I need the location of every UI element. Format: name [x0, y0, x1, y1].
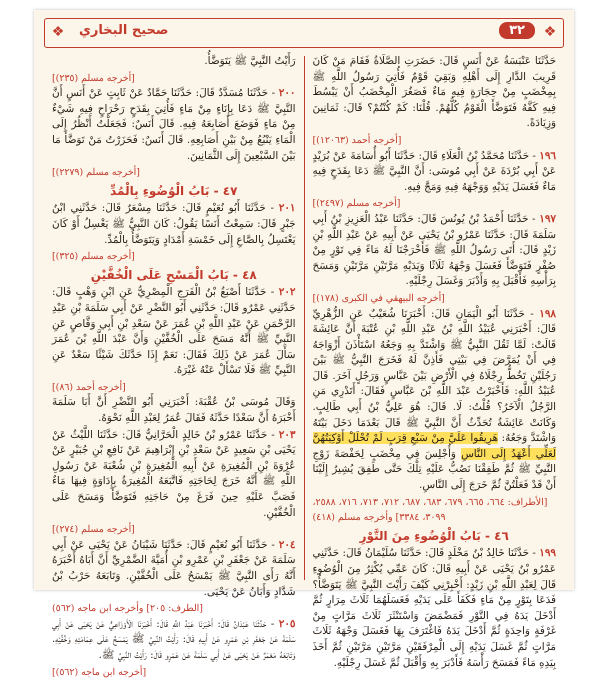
hadith-number: ١٩٨: [539, 307, 556, 320]
ornament-icon: ❖: [51, 24, 65, 40]
hadith-paragraph: [52, 395, 296, 426]
hadith-reference: [أخرجه مسلم (٢٧٤)]: [52, 524, 135, 536]
hadith-number: ٢٠٢: [278, 286, 296, 299]
chapter-heading: ٤٦ - بَابُ الْوُضُوءِ مِنَ التَّوْرِ: [359, 528, 509, 543]
hadith-reference: [أخرجه مسلم (٢٢٧٩)]: [52, 167, 140, 179]
hadith-reference: [أخرجه أحمد (١٢٠٦٣)]: [312, 134, 402, 146]
hadith-number: ٢٠٠: [278, 87, 296, 100]
hadith-paragraph: ٢٠٣ - حَدَّثَنَا عَمْرُو بْنُ خَالِدٍ الْحَرَّانِيُّ قَالَ: حَدَّثَنَا اللَّيْثُ عَنْ يَحْيَى بْنِ سَعِيدٍ عَنْ سَعْدِ بْنِ إِبْرَاهِيمَ عَنْ نَافِعِ بْنِ جُبَيْرٍ عَنْ عُرْوَةَ بْنِ الْمُغِيرَةِ عَنْ أَبِيهِ الْمُغِيرَةِ بْنِ شُعْبَةَ عَنْ رَسُولِ اللَّهِ ﷺ أَنَّهُ خَرَجَ لِحَاجَتِهِ فَاتَّبَعَهُ الْمُغِيرَةُ بِإِدَاوَةٍ فِيهَا مَاءٌ فَصَبَّ عَلَيْهِ حِينَ فَرَغَ مِنْ حَاجَتِهِ فَتَوَضَّأَ وَمَسَحَ عَلَى الْخُفَّيْنِ.: [52, 428, 296, 519]
book-title: صحيح البخاري: [79, 23, 169, 38]
hadith-reference: [أخرجه أحمد (٨٦)]: [52, 381, 126, 393]
hadith-paragraph: [52, 54, 296, 70]
hadith-number: ٢٠٣: [278, 428, 296, 441]
hadith-number: ٢٠٥: [278, 617, 296, 630]
highlighted-text: هَرِيقُوا عَلَيَّ مِنْ سَبْعِ قِرَبٍ لَمْ تُحْلَلْ أَوْكِيَتُهُنَّ لَعَلِّي أَعْهَدُ إِلَى النَّاسِ: [312, 432, 556, 460]
hadith-reference: [أخرجه البيهقي في الكبرى (١٧٨)]: [312, 292, 445, 304]
page-header: [44, 18, 564, 48]
page-number: ٣٢: [499, 22, 535, 39]
hadith-number: ١٩٦: [539, 149, 557, 162]
hadith-text: حَدَّثَنَا مُحَمَّدُ بْنُ الْعَلَاءِ قَالَ: حَدَّثَنَا أَبُو أُسَامَةَ عَنْ بُرَيْدٍ عَنْ أَبِي بُرْدَةَ عَنْ أَبِي مُوسَى: أَنَّ النَّبِيَّ ﷺ دَعَا بِقَدَحٍ فِيهِ مَاءٌ فَغَسَلَ يَدَيْهِ وَوَجْهَهُ فِيهِ وَمَجَّ فِيهِ.: [312, 149, 556, 193]
hadith-paragraph: ٢٠١ - حَدَّثَنَا أَبُو نُعَيْمٍ قَالَ: حَدَّثَنَا مِسْعَرٌ قَالَ: حَدَّثَنِي ابْنُ جَبْرٍ قَالَ: سَمِعْتُ أَنَسًا يَقُولُ: كَانَ النَّبِيُّ ﷺ يَغْسِلُ أَوْ كَانَ يَغْتَسِلُ بِالصَّاعِ إِلَى خَمْسَةِ أَمْدَادٍ وَيَتَوَضَّأُ بِالْمُدِّ.: [52, 202, 296, 246]
hadith-text: حَدَّثَنَا عَمْرُو بْنُ خَالِدٍ الْحَرَّانِيُّ قَالَ: حَدَّثَنَا اللَّيْثُ عَنْ يَحْيَى بْنِ سَعِيدٍ عَنْ سَعْدِ بْنِ إِبْرَاهِيمَ عَنْ نَافِعِ بْنِ جُبَيْرٍ عَنْ عُرْوَةَ بْنِ الْمُغِيرَةِ عَنْ أَبِيهِ الْمُغِيرَةِ بْنِ شُعْبَةَ عَنْ رَسُولِ اللَّهِ ﷺ أَنَّهُ خَرَجَ لِحَاجَتِهِ فَاتَّبَعَهُ الْمُغِيرَةُ بِإِدَاوَةٍ فِيهَا مَاءٌ فَصَبَّ عَلَيْهِ حِينَ فَرَغَ مِنْ حَاجَتِهِ فَتَوَضَّأَ وَمَسَحَ عَلَى الْخُفَّيْنِ.: [52, 428, 296, 519]
hadith-paragraph: ٢٠٤ - حَدَّثَنَا أَبُو نُعَيْمٍ قَالَ: حَدَّثَنَا شَيْبَانُ عَنْ يَحْيَى عَنْ أَبِي سَلَمَةَ عَنْ جَعْفَرِ بْنِ عَمْرِو بْنِ أُمَيَّةَ الضَّمْرِيِّ أَنَّ أَبَاهُ أَخْبَرَهُ أَنَّهُ رَأَى النَّبِيَّ ﷺ يَمْسَحُ عَلَى الْخُفَّيْنِ. وَتَابَعَهُ حَرْبُ بْنُ شَدَّادٍ وَأَبَانُ عَنْ يَحْيَى.: [52, 538, 296, 598]
hadith-number: ١٩٩: [539, 547, 556, 560]
hadith-text: حَدَّثَنَا أَبُو نُعَيْمٍ قَالَ: حَدَّثَنَا شَيْبَانُ عَنْ يَحْيَى عَنْ أَبِي سَلَمَةَ عَنْ جَعْفَرِ بْنِ عَمْرِو بْنِ أُمَيَّةَ الضَّمْرِيِّ أَنَّ أَبَاهُ أَخْبَرَهُ أَنَّهُ رَأَى النَّبِيَّ ﷺ يَمْسَحُ عَلَى الْخُفَّيْنِ. وَتَابَعَهُ حَرْبُ بْنُ شَدَّادٍ وَأَبَانُ عَنْ يَحْيَى.: [52, 538, 296, 598]
hadith-paragraph: ١٩٨ - حَدَّثَنَا أَبُو الْيَمَانِ قَالَ: أَخْبَرَنَا شُعَيْبٌ عَنِ الزُّهْرِيِّ قَالَ: أَخْبَرَنِي عُبَيْدُ اللَّهِ بْنُ عَبْدِ اللَّهِ بْنِ عُتْبَةَ أَنَّ عَائِشَةَ قَالَتْ: لَمَّا ثَقُلَ النَّبِيُّ ﷺ وَاشْتَدَّ بِهِ وَجَعُهُ اسْتَأْذَنَ أَزْوَاجَهُ فِي أَنْ يُمَرَّضَ فِي بَيْتِي فَأَذِنَّ لَهُ فَخَرَجَ النَّبِيُّ ﷺ بَيْنَ رَجُلَيْنِ تَخُطُّ رِجْلَاهُ فِي الْأَرْضِ بَيْنَ عَبَّاسٍ وَرَجُلٍ آخَرَ. قَالَ عُبَيْدُ اللَّهِ: فَأَخْبَرْتُ عَبْدَ اللَّهِ بْنَ عَبَّاسٍ فَقَالَ: أَتَدْرِي مَنِ الرَّجُلُ الْآخَرُ؟ قُلْتُ: لَا. قَالَ: هُوَ عَلِيُّ بْنُ أَبِي طَالِبٍ. وَكَانَتْ عَائِشَةُ تُحَدِّثُ أَنَّ النَّبِيَّ ﷺ قَالَ بَعْدَمَا دَخَلَ بَيْتَهُ وَاشْتَدَّ وَجَعُهُ: هَرِيقُوا عَلَيَّ مِنْ سَبْعِ قِرَبٍ لَمْ تُحْلَلْ أَوْكِيَتُهُنَّ لَعَلِّي أَعْهَدُ إِلَى النَّاسِ وَأُجْلِسَ فِي مِخْضَبٍ لِحَفْصَةَ زَوْجِ النَّبِيِّ ﷺ ثُمَّ طَفِقْنَا نَصُبُّ عَلَيْهِ تِلْكَ حَتَّى طَفِقَ يُشِيرُ إِلَيْنَا أَنْ قَدْ فَعَلْتُنَّ ثُمَّ خَرَجَ إِلَى النَّاسِ.: [312, 307, 556, 492]
hadith-text: رَأَيْتُ النَّبِيَّ ﷺ يَتَوَضَّأُ.: [204, 55, 296, 67]
hadith-number: ١٩٧: [539, 212, 556, 225]
chapter-heading: ٤٨ - بَابُ الْمَسْحِ عَلَى الْخُفَّيْنِ: [90, 267, 257, 282]
hadith-text: وَقَالَ مُوسَى بْنُ عُقْبَةَ: أَخْبَرَنِي أَبُو النَّضْرِ أَنَّ أَبَا سَلَمَةَ أَخْبَرَهُ أَنَّ سَعْدًا حَدَّثَهُ فَقَالَ عُمَرُ لِعَبْدِ اللَّهِ نَحْوَهُ.: [52, 396, 296, 425]
hadith-text: وَأُجْلِسَ فِي مِخْضَبٍ لِحَفْصَةَ زَوْجِ النَّبِيِّ ﷺ ثُمَّ طَفِقْنَا نَصُبُّ عَلَيْهِ تِلْكَ حَتَّى طَفِقَ يُشِيرُ إِلَيْنَا أَنْ قَدْ فَعَلْتُنَّ ثُمَّ خَرَجَ إِلَى النَّاسِ.: [312, 447, 556, 492]
book-page: [34, 10, 574, 678]
hadith-reference: [أخرجه مسلم (٣٢٥)]: [52, 251, 135, 263]
hadith-reference: [الطرف: ٢٠٥] وأخرجه ابن ماجه (٥٦٢): [52, 603, 203, 615]
hadith-paragraph: ٢٠٥ - حَدَّثَنَا عَبْدَانُ قَالَ: أَخْبَرَنَا عَبْدُ اللَّهِ قَالَ: أَخْبَرَنَا الْأَوْزَاعِيُّ عَنْ يَحْيَى عَنْ أَبِي سَلَمَةَ عَنْ جَعْفَرِ بْنِ عَمْرٍو عَنْ أَبِيهِ قَالَ: رَأَيْتُ النَّبِيَّ ﷺ يَمْسَحُ عَلَى عِمَامَتِهِ وَخُفَّيْهِ. وَتَابَعَهُ مَعْمَرٌ عَنْ يَحْيَى عَنْ أَبِي سَلَمَةَ عَنْ عَمْرٍو قَالَ: رَأَيْتُ النَّبِيَّ ﷺ.: [52, 617, 296, 661]
hadith-number: ٢٠١: [278, 202, 296, 215]
hadith-text: حَدَّثَنَا أَحْمَدُ بْنُ يُونُسَ قَالَ: حَدَّثَنَا عَبْدُ الْعَزِيزِ بْنُ أَبِي سَلَمَةَ قَالَ: حَدَّثَنَا عَمْرُو بْنُ يَحْيَى عَنْ أَبِيهِ عَنْ عَبْدِ اللَّهِ بْنِ زَيْدٍ قَالَ: أَتَى رَسُولُ اللَّهِ ﷺ فَأَخْرَجْنَا لَهُ مَاءً فِي تَوْرٍ مِنْ صُفْرٍ فَتَوَضَّأَ فَغَسَلَ وَجْهَهُ ثَلَاثًا وَيَدَيْهِ مَرَّتَيْنِ مَرَّتَيْنِ وَمَسَحَ بِرَأْسِهِ فَأَقْبَلَ بِهِ وَأَدْبَرَ وَغَسَلَ رِجْلَيْهِ.: [312, 212, 556, 288]
hadith-reference: [أخرجه ابن ماجه (٥٦٢)]: [52, 666, 147, 678]
hadith-reference: [الأطراف: ٦٦٤، ٦٦٥، ٦٧٩، ٦٨٣، ٦٨٧، ٧١٢، ٧١٣، ٧١٦، ٢٥٨٨، ٣٠٩٩، ٣٣٨٤] وأخرجه مسلم (٤١٨): [312, 496, 548, 524]
ornament-icon: ❖: [543, 24, 557, 40]
text-columns: [46, 54, 562, 678]
hadith-paragraph: [313, 54, 557, 132]
hadith-paragraph: ٢٠٢ - حَدَّثَنَا أَصْبَغُ بْنُ الْفَرَجِ الْمِصْرِيُّ عَنِ ابْنِ وَهْبٍ قَالَ: حَدَّثَنِي عَمْرٌو قَالَ: حَدَّثَنِي أَبُو النَّضْرِ عَنْ أَبِي سَلَمَةَ بْنِ عَبْدِ الرَّحْمَنِ عَنْ عَبْدِ اللَّهِ بْنِ عُمَرَ عَنْ سَعْدِ بْنِ أَبِي وَقَّاصٍ عَنِ النَّبِيِّ ﷺ أَنَّهُ مَسَحَ عَلَى الْخُفَّيْنِ وَأَنَّ عَبْدَ اللَّهِ بْنَ عُمَرَ سَأَلَ عُمَرَ عَنْ ذَلِكَ فَقَالَ: نَعَمْ إِذَا حَدَّثَكَ شَيْئًا سَعْدٌ عَنِ النَّبِيِّ ﷺ فَلَا تَسْأَلْ عَنْهُ غَيْرَهُ.: [52, 286, 296, 377]
hadith-text: حَدَّثَنَا أَصْبَغُ بْنُ الْفَرَجِ الْمِصْرِيُّ عَنِ ابْنِ وَهْبٍ قَالَ: حَدَّثَنِي عَمْرٌو قَالَ: حَدَّثَنِي أَبُو النَّضْرِ عَنْ أَبِي سَلَمَةَ بْنِ عَبْدِ الرَّحْمَنِ عَنْ عَبْدِ اللَّهِ بْنِ عُمَرَ عَنْ سَعْدِ بْنِ أَبِي وَقَّاصٍ عَنِ النَّبِيِّ ﷺ أَنَّهُ مَسَحَ عَلَى الْخُفَّيْنِ وَأَنَّ عَبْدَ اللَّهِ بْنَ عُمَرَ سَأَلَ عُمَرَ عَنْ ذَلِكَ فَقَالَ: نَعَمْ إِذَا حَدَّثَكَ شَيْئًا سَعْدٌ عَنِ النَّبِيِّ ﷺ فَلَا تَسْأَلْ عَنْهُ غَيْرَهُ.: [52, 286, 296, 377]
hadith-paragraph: ١٩٧ - حَدَّثَنَا أَحْمَدُ بْنُ يُونُسَ قَالَ: حَدَّثَنَا عَبْدُ الْعَزِيزِ بْنُ أَبِي سَلَمَةَ قَالَ: حَدَّثَنَا عَمْرُو بْنُ يَحْيَى عَنْ أَبِيهِ عَنْ عَبْدِ اللَّهِ بْنِ زَيْدٍ قَالَ: أَتَى رَسُولُ اللَّهِ ﷺ فَأَخْرَجْنَا لَهُ مَاءً فِي تَوْرٍ مِنْ صُفْرٍ فَتَوَضَّأَ فَغَسَلَ وَجْهَهُ ثَلَاثًا وَيَدَيْهِ مَرَّتَيْنِ مَرَّتَيْنِ وَمَسَحَ بِرَأْسِهِ فَأَقْبَلَ بِهِ وَأَدْبَرَ وَغَسَلَ رِجْلَيْهِ.: [312, 212, 556, 288]
hadith-text: حَدَّثَنَا خَالِدُ بْنُ مَخْلَدٍ قَالَ: حَدَّثَنَا سُلَيْمَانُ قَالَ: حَدَّثَنِي عَمْرُو بْنُ يَحْيَى عَنْ أَبِيهِ قَالَ: كَانَ عَمِّي يُكْثِرُ مِنَ الْوُضُوءِ قَالَ لِعَبْدِ اللَّهِ بْنِ زَيْدٍ: أَخْبِرْنِي كَيْفَ رَأَيْتَ النَّبِيَّ ﷺ يَتَوَضَّأُ؟ فَدَعَا بِتَوْرٍ مِنْ مَاءٍ فَكَفَأَ عَلَى يَدَيْهِ فَغَسَلَهُمَا ثَلَاثَ مِرَارٍ ثُمَّ أَدْخَلَ يَدَهُ فِي التَّوْرِ فَمَضْمَضَ وَاسْتَنْثَرَ ثَلَاثَ مَرَّاتٍ مِنْ غَرْفَةٍ وَاحِدَةٍ ثُمَّ أَدْخَلَ يَدَهُ فَاغْتَرَفَ بِهَا فَغَسَلَ وَجْهَهُ ثَلَاثَ مَرَّاتٍ ثُمَّ غَسَلَ يَدَيْهِ إِلَى الْمِرْفَقَيْنِ مَرَّتَيْنِ مَرَّتَيْنِ ثُمَّ أَخَذَ بِيَدِهِ مَاءً فَمَسَحَ رَأْسَهُ فَأَدْبَرَ بِهِ وَأَقْبَلَ ثُمَّ غَسَلَ رِجْلَيْهِ.: [312, 547, 556, 669]
hadith-paragraph: ١٩٦ - حَدَّثَنَا مُحَمَّدُ بْنُ الْعَلَاءِ قَالَ: حَدَّثَنَا أَبُو أُسَامَةَ عَنْ بُرَيْدٍ عَنْ أَبِي بُرْدَةَ عَنْ أَبِي مُوسَى: أَنَّ النَّبِيَّ ﷺ دَعَا بِقَدَحٍ فِيهِ مَاءٌ فَغَسَلَ يَدَيْهِ وَوَجْهَهُ فِيهِ وَمَجَّ فِيهِ.: [312, 149, 557, 193]
hadith-text: حَدَّثَنَا عَبْدَانُ قَالَ: أَخْبَرَنَا عَبْدُ اللَّهِ قَالَ: أَخْبَرَنَا الْأَوْزَاعِيُّ عَنْ يَحْيَى عَنْ أَبِي سَلَمَةَ عَنْ جَعْفَرِ بْنِ عَمْرٍو عَنْ أَبِيهِ قَالَ: رَأَيْتُ النَّبِيَّ ﷺ يَمْسَحُ عَلَى عِمَامَتِهِ وَخُفَّيْهِ. وَتَابَعَهُ مَعْمَرٌ عَنْ يَحْيَى عَنْ أَبِي سَلَمَةَ عَنْ عَمْرٍو قَالَ: رَأَيْتُ النَّبِيَّ ﷺ.: [52, 617, 296, 661]
right-column: [307, 54, 563, 669]
hadith-paragraph: ١٩٩ - حَدَّثَنَا خَالِدُ بْنُ مَخْلَدٍ قَالَ: حَدَّثَنَا سُلَيْمَانُ قَالَ: حَدَّثَنِي عَمْرُو بْنُ يَحْيَى عَنْ أَبِيهِ قَالَ: كَانَ عَمِّي يُكْثِرُ مِنَ الْوُضُوءِ قَالَ لِعَبْدِ اللَّهِ بْنِ زَيْدٍ: أَخْبِرْنِي كَيْفَ رَأَيْتَ النَّبِيَّ ﷺ يَتَوَضَّأُ؟ فَدَعَا بِتَوْرٍ مِنْ مَاءٍ فَكَفَأَ عَلَى يَدَيْهِ فَغَسَلَهُمَا ثَلَاثَ مِرَارٍ ثُمَّ أَدْخَلَ يَدَهُ فِي التَّوْرِ فَمَضْمَضَ وَاسْتَنْثَرَ ثَلَاثَ مَرَّاتٍ مِنْ غَرْفَةٍ وَاحِدَةٍ ثُمَّ أَدْخَلَ يَدَهُ فَاغْتَرَفَ بِهَا فَغَسَلَ وَجْهَهُ ثَلَاثَ مَرَّاتٍ ثُمَّ غَسَلَ يَدَيْهِ إِلَى الْمِرْفَقَيْنِ مَرَّتَيْنِ مَرَّتَيْنِ ثُمَّ أَخَذَ بِيَدِهِ مَاءً فَمَسَحَ رَأْسَهُ فَأَدْبَرَ بِهِ وَأَقْبَلَ ثُمَّ غَسَلَ رِجْلَيْهِ.: [312, 547, 556, 669]
hadith-text: حَدَّثَنَا أَبُو الْيَمَانِ قَالَ: أَخْبَرَنَا شُعَيْبٌ عَنِ الزُّهْرِيِّ قَالَ: أَخْبَرَنِي عُبَيْدُ اللَّهِ بْنُ عَبْدِ اللَّهِ بْنِ عُتْبَةَ أَنَّ عَائِشَةَ قَالَتْ: لَمَّا ثَقُلَ النَّبِيُّ ﷺ وَاشْتَدَّ بِهِ وَجَعُهُ اسْتَأْذَنَ أَزْوَاجَهُ فِي أَنْ يُمَرَّضَ فِي بَيْتِي فَأَذِنَّ لَهُ فَخَرَجَ النَّبِيُّ ﷺ بَيْنَ رَجُلَيْنِ تَخُطُّ رِجْلَاهُ فِي الْأَرْضِ بَيْنَ عَبَّاسٍ وَرَجُلٍ آخَرَ. قَالَ عُبَيْدُ اللَّهِ: فَأَخْبَرْتُ عَبْدَ اللَّهِ بْنَ عَبَّاسٍ فَقَالَ: أَتَدْرِي مَنِ الرَّجُلُ الْآخَرُ؟ قُلْتُ: لَا. قَالَ: هُوَ عَلِيُّ بْنُ أَبِي طَالِبٍ. وَكَانَتْ عَائِشَةُ تُحَدِّثُ أَنَّ النَّبِيَّ ﷺ قَالَ بَعْدَمَا دَخَلَ بَيْتَهُ وَاشْتَدَّ وَجَعُهُ:: [312, 307, 556, 445]
left-column: [46, 54, 302, 678]
hadith-reference: [أخرجه مسلم (٢٣٥)]: [52, 72, 135, 84]
column-divider: [304, 56, 305, 580]
hadith-text: حَدَّثَنَا أَبُو نُعَيْمٍ قَالَ: حَدَّثَنَا مِسْعَرٌ قَالَ: حَدَّثَنِي ابْنُ جَبْرٍ قَالَ: سَمِعْتُ أَنَسًا يَقُولُ: كَانَ النَّبِيُّ ﷺ يَغْسِلُ أَوْ كَانَ يَغْتَسِلُ بِالصَّاعِ إِلَى خَمْسَةِ أَمْدَادٍ وَيَتَوَضَّأُ بِالْمُدِّ.: [52, 202, 296, 246]
hadith-text: حَدَّثَنَا عَنْبَسَةُ عَنْ أَنَسٍ قَالَ: حَضَرَتِ الصَّلَاةُ فَقَامَ مَنْ كَانَ قَرِيبَ الدَّارِ إِلَى أَهْلِهِ وَبَقِيَ قَوْمٌ فَأُتِيَ رَسُولُ اللَّهِ ﷺ بِمِخْضَبٍ مِنْ حِجَارَةٍ فِيهِ مَاءٌ فَصَغُرَ الْمِخْضَبُ أَنْ يَبْسُطَ فِيهِ كَفَّهُ فَتَوَضَّأَ الْقَوْمُ كُلُّهُمْ. قُلْنَا: كَمْ كُنْتُمْ؟ قَالَ: ثَمَانِينَ وَزِيَادَةً.: [312, 55, 556, 130]
hadith-number: ٢٠٤: [278, 538, 296, 551]
chapter-heading: ٤٧ - بَابُ الْوُضُوءِ بِالْمُدِّ: [110, 183, 238, 198]
hadith-text: حَدَّثَنَا مُسَدَّدٌ قَالَ: حَدَّثَنَا حَمَّادٌ عَنْ ثَابِتٍ عَنْ أَنَسٍ أَنَّ النَّبِيَّ ﷺ دَعَا بِإِنَاءٍ مِنْ مَاءٍ فَأُتِيَ بِقَدَحٍ رَحْرَاحٍ فِيهِ شَيْءٌ مِنْ مَاءٍ فَوَضَعَ أَصَابِعَهُ فِيهِ. قَالَ أَنَسٌ: فَجَعَلْتُ أَنْظُرُ إِلَى الْمَاءِ يَنْبُعُ مِنْ بَيْنِ أَصَابِعِهِ. قَالَ أَنَسٌ: فَحَزَرْتُ مَنْ تَوَضَّأَ مَا بَيْنَ السَّبْعِينَ إِلَى الثَّمَانِينَ.: [52, 87, 296, 162]
hadith-reference: [أخرجه مسلم (٢٤٩٧)]: [312, 198, 401, 210]
hadith-paragraph: ٢٠٠ - حَدَّثَنَا مُسَدَّدٌ قَالَ: حَدَّثَنَا حَمَّادٌ عَنْ ثَابِتٍ عَنْ أَنَسٍ أَنَّ النَّبِيَّ ﷺ دَعَا بِإِنَاءٍ مِنْ مَاءٍ فَأُتِيَ بِقَدَحٍ رَحْرَاحٍ فِيهِ شَيْءٌ مِنْ مَاءٍ فَوَضَعَ أَصَابِعَهُ فِيهِ. قَالَ أَنَسٌ: فَجَعَلْتُ أَنْظُرُ إِلَى الْمَاءِ يَنْبُعُ مِنْ بَيْنِ أَصَابِعِهِ. قَالَ أَنَسٌ: فَحَزَرْتُ مَنْ تَوَضَّأَ مَا بَيْنَ السَّبْعِينَ إِلَى الثَّمَانِينَ.: [52, 87, 296, 162]
